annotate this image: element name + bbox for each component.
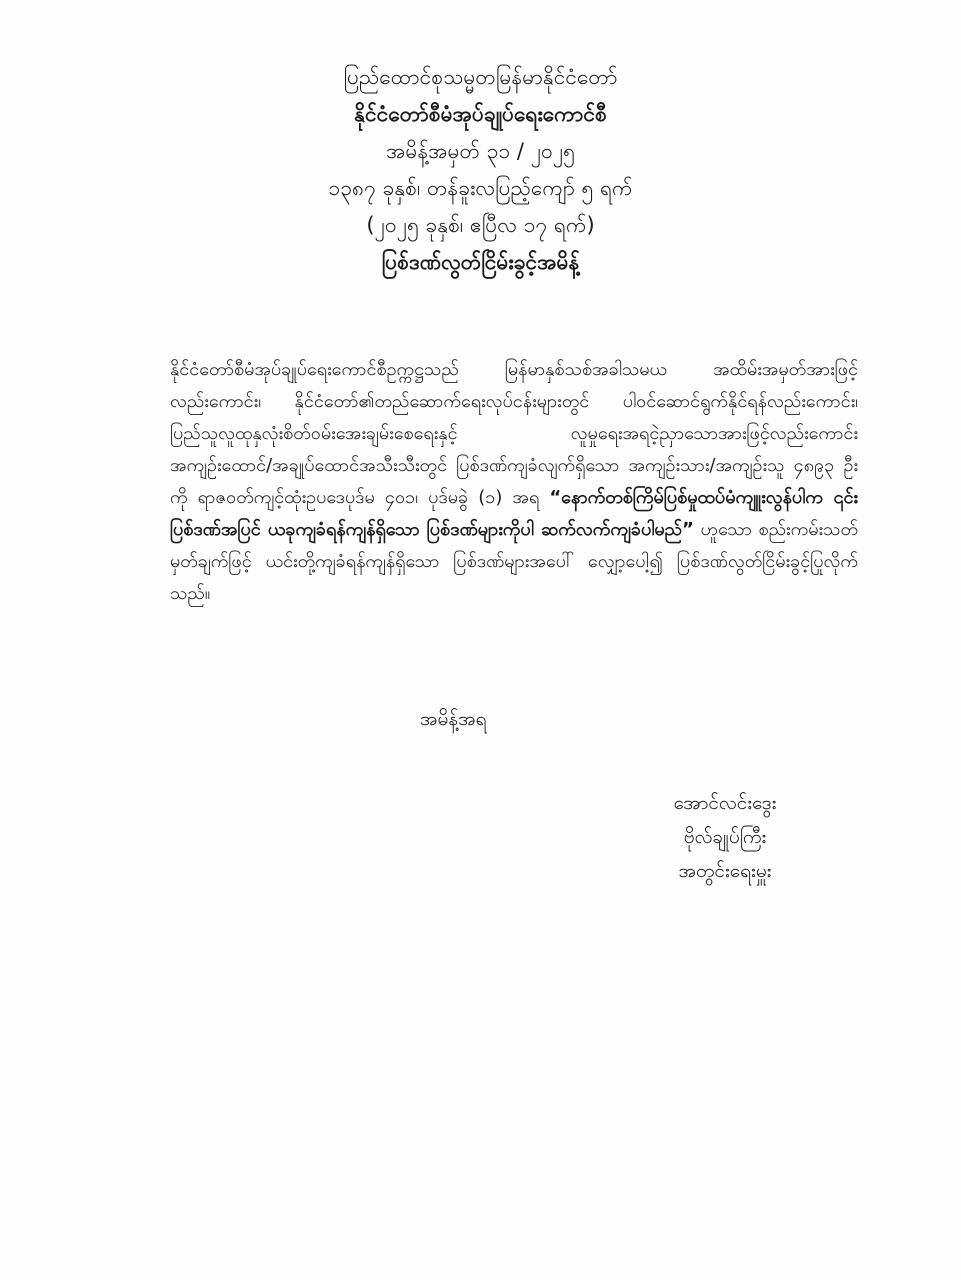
document-header — [0, 62, 961, 284]
gregorian-date: (၂၀၂၅ ခုနှစ်၊ ဧပြီလ ၁၇ ရက်) — [366, 213, 595, 237]
body-part-1: နိုင်ငံတော်စီမံအုပ်ချုပ်ရေးကောင်စီဥက္ကဋ္ဌသည် မြန်မာနှစ်သစ်အခါသမယ အထိမ်းအမှတ်အားဖြင့်လည်းကောင်း၊ နိုင်ငံတော်၏တည်ဆောက်ရေးလုပ်ငန်းများတွင် ပါဝင်ဆောင်ရွက်နိုင်ရန်လည်းကောင်း၊ ပြည်သူလူထုနှလုံးစိတ်ဝမ်းအေးချမ်းစေရေးနှင့် လူမှုရေးအရငဲ့ညှာသောအားဖြင့်လည်းကောင်း အကျဉ်းထောင်/အချုပ်ထောင်အသီးသီးတွင် ပြစ်ဒဏ်ကျခံလျက်ရှိသော အကျဉ်းသား/အကျဉ်းသူ ၄၈၉၃ ဦး ကို ရာဇဝတ်ကျင့်ထုံးဥပဒေပုဒ်မ ၄၀၁၊ ပုဒ်မခွဲ (၁) အရ — [170, 359, 858, 508]
signatory-rank: ဗိုလ်ချုပ်ကြီး — [683, 826, 767, 848]
order-number: အမိန့်အမှတ် ၃၁ / ၂၀၂၅ — [386, 139, 575, 163]
body-quote: “နောက်တစ်ကြိမ်ပြစ်မှုထပ်မံကျူးလွန်ပါက ၎င်းပြစ်ဒဏ်အပြင် ယခုကျခံရန်ကျန်ရှိသော ပြစ်ဒဏ်များကိုပါ ဆက်လက်ကျခံပါမည်” — [170, 487, 859, 540]
closing-phrase: အမိန့်အရ — [420, 708, 487, 730]
myanmar-date: ၁၃၈၇ ခုနှစ်၊ တန်ခူးလပြည့်ကျော် ၅ ရက် — [328, 176, 633, 200]
order-body-paragraph — [170, 354, 858, 610]
issuing-body: နိုင်ငံတော်စီမံအုပ်ချုပ်ရေးကောင်စီ — [354, 102, 607, 126]
signature-block — [600, 790, 850, 892]
order-title: ပြစ်ဒဏ်လွတ်ငြိမ်းခွင့်အမိန့် — [381, 250, 580, 274]
signatory-title: အတွင်းရေးမှူး — [678, 860, 772, 882]
body-part-2: ဟူသော စည်းကမ်းသတ်မှတ်ချက်ဖြင့် ယင်းတို့ကျခံရန်ကျန်ရှိသော ပြစ်ဒဏ်များအပေါ် လျှော့ပေါ့၍ ပြစ်ဒဏ်လွတ်ငြိမ်းခွင့်ပြုလိုက်သည်။ — [170, 519, 858, 604]
signatory-name: အောင်လင်းဒွေး — [673, 792, 777, 814]
country-name: ပြည်ထောင်စုသမ္မတမြန်မာနိုင်ငံတော် — [343, 65, 618, 89]
